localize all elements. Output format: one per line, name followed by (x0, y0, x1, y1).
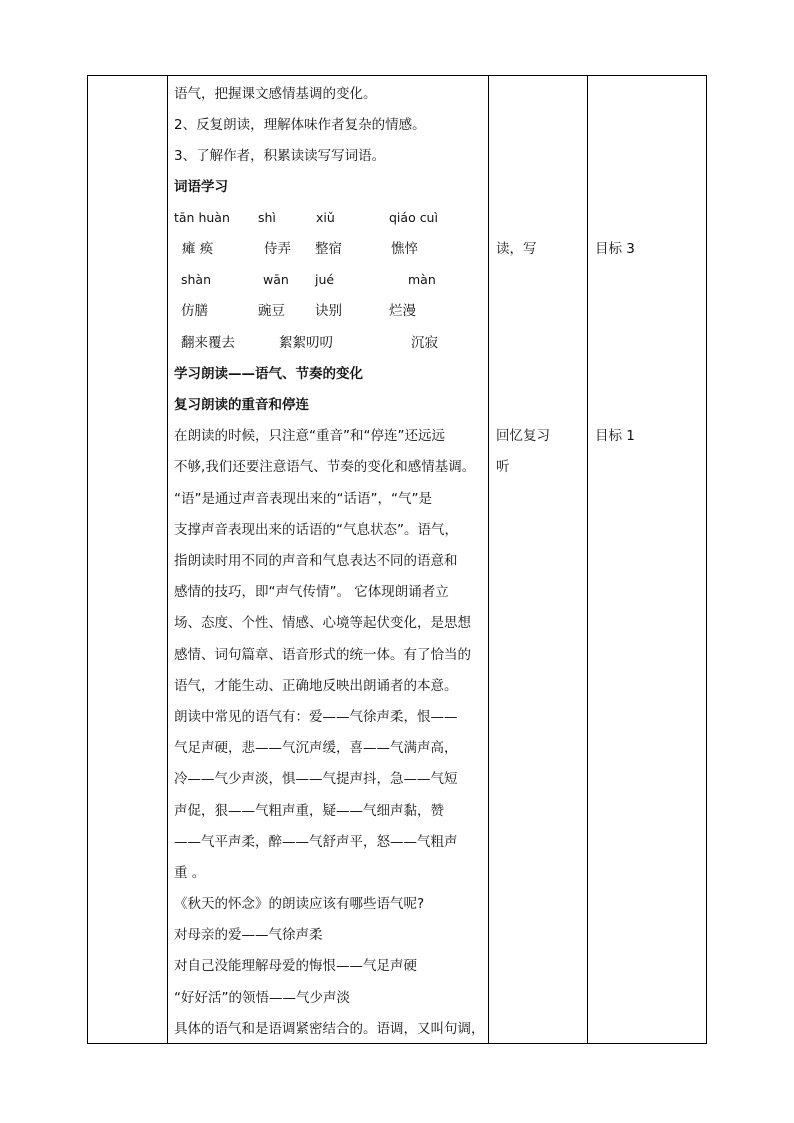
vocab-word: 豌豆 (258, 303, 285, 319)
vocab-word: 翻来覆去 (181, 335, 235, 351)
paragraph-line: 对母亲的爱——气徐声柔 (174, 927, 323, 943)
vocab-word: 絮絮叨叨 (279, 335, 333, 351)
pinyin: qiáo cuì (389, 210, 438, 225)
pinyin: xiǔ (316, 210, 335, 225)
activity-cell: 回忆复习 (496, 428, 550, 444)
text-line: 语气，把握课文感情基调的变化。 (174, 86, 377, 102)
paragraph-line: 朗读中常见的语气有：爱——气徐声柔，恨—— (174, 709, 458, 725)
paragraph-line: 在朗读的时候，只注意“重音”和“停连”还远远 (174, 428, 445, 444)
pinyin: jué (315, 272, 335, 287)
paragraph-line: 不够,我们还要注意语气、节奏的变化和感情基调。 (174, 459, 476, 475)
paragraph-line: 感情、词句篇章、语音形式的统一体。有了恰当的 (174, 647, 471, 663)
text-line: 3、了解作者，积累读读写写词语。 (174, 148, 386, 164)
paragraph-line: 语气，才能生动、正确地反映出朗诵者的本意。 (174, 678, 458, 694)
vocab-word: 诀别 (315, 303, 342, 319)
pinyin: màn (408, 272, 436, 287)
section-heading: 学习朗读——语气、节奏的变化 (174, 366, 363, 382)
paragraph-line: 感情的技巧，即“声气传情”。 它体现朗诵者立 (174, 584, 449, 600)
vocab-word: 憔悴 (391, 241, 418, 257)
paragraph-line: “好好活”的领悟——气少声淡 (174, 990, 350, 1006)
pinyin: tān huàn (174, 210, 230, 225)
table-border-left (87, 75, 88, 1044)
paragraph-line: 对自己没能理解母爱的悔恨——气足声硬 (174, 958, 417, 974)
vocab-word: 沉寂 (411, 335, 438, 351)
paragraph-line: 气足声硬，悲——气沉声缓，喜——气满声高， (174, 740, 458, 756)
vocab-heading: 词语学习 (174, 179, 228, 195)
paragraph-line: 《秋天的怀念》的朗读应该有哪些语气呢? (174, 896, 425, 912)
vocab-word: 仿膳 (181, 303, 208, 319)
section-heading: 复习朗读的重音和停连 (174, 397, 309, 413)
pinyin: wān (263, 272, 289, 287)
vocab-word: 整宿 (315, 241, 342, 257)
paragraph-line: 支撑声音表现出来的话语的“气息状态”。语气， (174, 522, 458, 538)
vocab-word: 烂漫 (389, 303, 416, 319)
paragraph-line: 具体的语气和是语调紧密结合的。语调，又叫句调， (174, 1021, 485, 1037)
table-border-bottom (87, 1043, 707, 1044)
paragraph-line: 场、态度、个性、情感、心境等起伏变化，是思想 (174, 615, 471, 631)
table-divider-3 (587, 75, 588, 1044)
paragraph-line: 重 。 (174, 865, 206, 881)
activity-cell: 读，写 (496, 241, 537, 257)
paragraph-line: 声促，狠——气粗声重，疑——气细声黏，赞 (174, 803, 444, 819)
paragraph-line: ——气平声柔，醉——气舒声平，怒——气粗声 (174, 834, 458, 850)
table-divider-2 (488, 75, 489, 1044)
pinyin: shì (258, 210, 276, 225)
table-border-top (87, 75, 707, 76)
paragraph-line: 指朗读时用不同的声音和气息表达不同的语意和 (174, 553, 458, 569)
table-divider-1 (167, 75, 168, 1044)
table-border-right (706, 75, 707, 1044)
vocab-word: 侍弄 (264, 241, 291, 257)
paragraph-line: “语”是通过声音表现出来的“话语”，“气”是 (174, 491, 432, 507)
goal-cell: 目标 1 (595, 428, 635, 444)
paragraph-line: 冷——气少声淡，惧——气提声抖，急——气短 (174, 771, 458, 787)
pinyin: shàn (181, 272, 212, 287)
goal-cell: 目标 3 (595, 241, 635, 257)
vocab-word: 瘫 痪 (182, 241, 214, 257)
activity-cell: 听 (496, 459, 510, 475)
text-line: 2、反复朗读，理解体味作者复杂的情感。 (174, 117, 426, 133)
